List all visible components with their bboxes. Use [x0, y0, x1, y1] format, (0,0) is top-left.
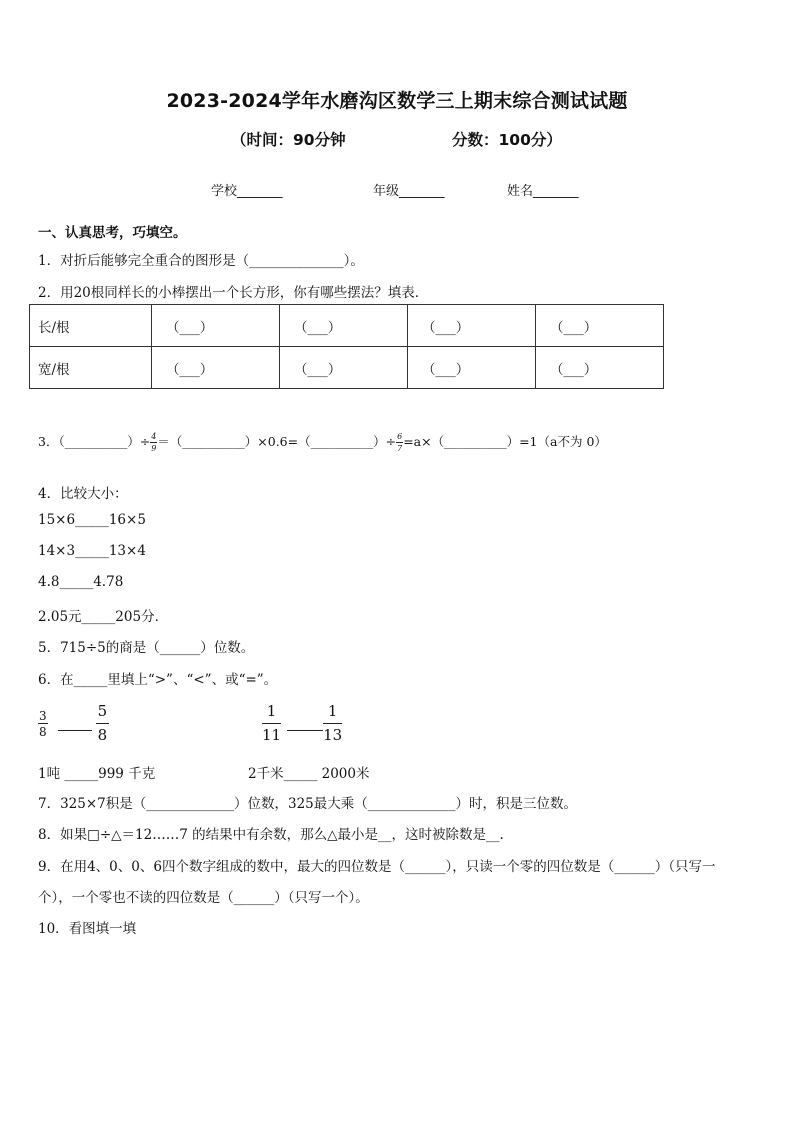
compare-line: 2.05元_____205分．: [38, 609, 169, 625]
section-heading: 一、认真思考，巧填空。: [38, 225, 187, 241]
question-9-line-2: 个），一个零也不读的四位数是（______）（只写一个）。: [38, 890, 369, 906]
compare-line: 14×3_____13×4: [38, 543, 146, 559]
row-label-width: 宽/根: [30, 347, 152, 389]
page-title: 2023-2024学年水磨沟区数学三上期末综合测试试题: [166, 90, 628, 112]
q3-part1: 3．（__________）÷: [38, 434, 151, 449]
compare-length: 2千米_____ 2000米: [248, 766, 370, 782]
compare-line: 4.8_____4.78: [38, 574, 124, 590]
compare-fractions-a: [38, 704, 109, 743]
name-field: 姓名_______: [507, 184, 579, 199]
question-5: 5．715÷5的商是（______）位数。: [38, 640, 255, 656]
table-cell-blank: （___）: [536, 347, 664, 389]
grade-field: 年级_______: [373, 184, 445, 199]
time-label: （时间：90分钟: [231, 131, 346, 149]
table-cell-blank: （___）: [152, 347, 280, 389]
question-7: 7．325×7积是（_____________）位数，325最大乘（_____________）时，积是三位数。: [38, 796, 578, 812]
q3-part3: =a×（__________）=1（a不为 0）: [403, 434, 607, 449]
table-row: [30, 305, 664, 347]
compare-fractions-b: [262, 704, 342, 743]
table-cell-blank: （___）: [408, 305, 536, 347]
question-9-line-1: 9．在用4、0、0、6四个数字组成的数中，最大的四位数是（______），只读一个零的四位数是（______）（只写一: [38, 859, 716, 875]
fraction-3-8: $\frac{3}{8}$: [39, 708, 47, 739]
fraction-1-11: $\frac{1}{11}$: [262, 702, 282, 744]
fraction-5-8: $\frac{5}{8}$: [97, 702, 108, 744]
question-6: 6．在_____里填上“>”、“<”、或“=”。: [38, 672, 278, 688]
table-cell-blank: （___）: [152, 305, 280, 347]
question-10: 10．看图填一填: [38, 921, 137, 937]
q3-part2: ＝（__________）×0.6=（__________）÷: [157, 434, 397, 449]
fraction-1-13: $\frac{1}{13}$: [323, 702, 343, 744]
row-label-length: 长/根: [30, 305, 152, 347]
question-4-heading: 4．比较大小：: [38, 486, 128, 502]
answer-blank: [58, 730, 92, 731]
table-row: [30, 347, 664, 389]
table-cell-blank: （___）: [280, 347, 408, 389]
table-cell-blank: （___）: [280, 305, 408, 347]
table-cell-blank: （___）: [536, 305, 664, 347]
fraction-4-9: $\frac{4}{9}$: [151, 431, 157, 453]
fraction-6-7: $\frac{6}{7}$: [397, 431, 403, 453]
sticks-table: [29, 304, 664, 389]
table-cell-blank: （___）: [408, 347, 536, 389]
question-2: 2．用20根同样长的小棒摆出一个长方形，你有哪些摆法？填表．: [38, 285, 429, 301]
question-8: 8．如果□÷△＝12……7 的结果中有余数，那么△最小是__，这时被除数是__.: [38, 827, 504, 843]
school-field: 学校_______: [211, 184, 283, 199]
question-1: 1．对折后能够完全重合的图形是（______________）。: [38, 253, 364, 269]
compare-line: 15×6_____16×5: [38, 512, 146, 528]
question-3: [38, 432, 607, 453]
answer-blank: [287, 730, 323, 731]
score-label: 分数：100分）: [452, 131, 562, 149]
compare-weight: 1吨 _____999 千克: [38, 766, 156, 782]
